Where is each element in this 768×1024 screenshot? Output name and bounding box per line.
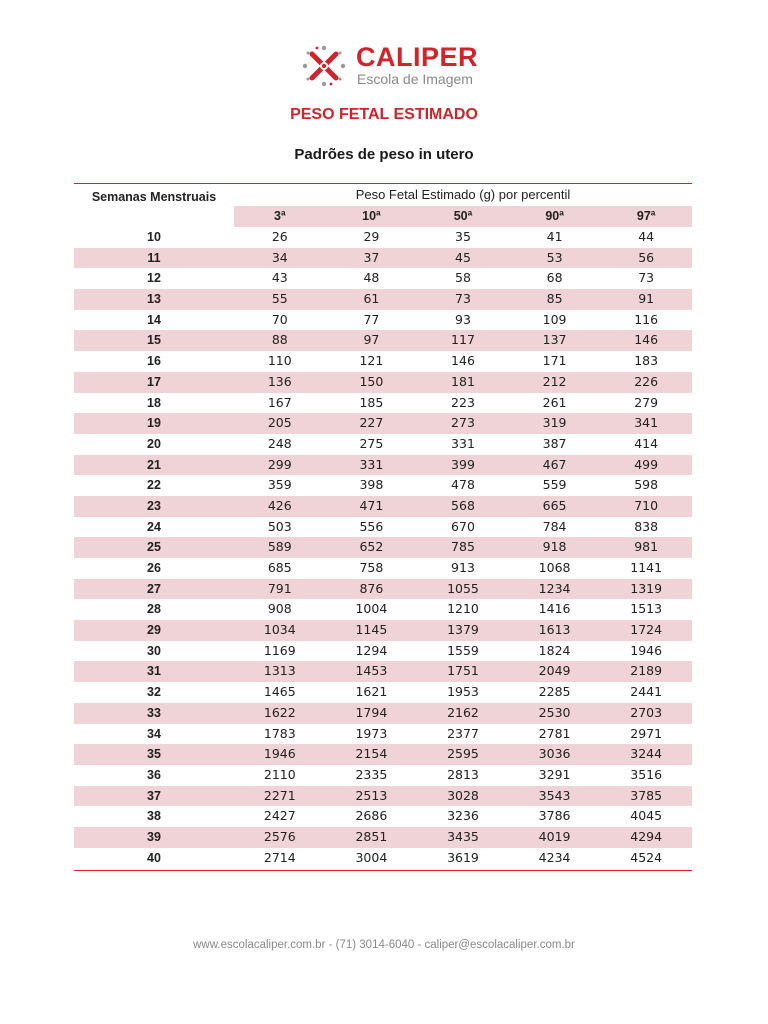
weight-cell: 785 — [451, 539, 475, 555]
table-row — [74, 289, 692, 310]
table-row — [74, 372, 692, 393]
percentile-header: 90ª — [545, 209, 564, 223]
percentile-header: 50ª — [453, 209, 473, 223]
weight-cell: 1453 — [355, 663, 388, 679]
weight-values — [234, 227, 692, 248]
table-row — [74, 517, 692, 538]
weight-cell: 2781 — [538, 725, 571, 741]
weight-cell: 1141 — [630, 560, 663, 575]
weight-cell: 2971 — [630, 725, 663, 741]
weight-cell: 58 — [455, 270, 471, 286]
week-cell: 15 — [147, 333, 161, 348]
weight-cell: 1465 — [263, 684, 296, 700]
table-row — [74, 786, 692, 807]
weight-cell: 331 — [451, 435, 475, 451]
table-row — [74, 248, 692, 269]
weight-values — [234, 765, 692, 786]
week-cell: 34 — [147, 726, 161, 741]
weight-values — [234, 496, 692, 517]
weight-cell: 1824 — [538, 642, 571, 658]
weight-cell: 685 — [267, 560, 292, 575]
weight-cell: 212 — [542, 373, 567, 389]
week-cell: 31 — [147, 664, 161, 679]
week-cell: 26 — [147, 561, 161, 575]
weight-cell: 1319 — [630, 580, 663, 596]
weight-cell: 68 — [546, 270, 563, 286]
weight-cell: 3036 — [538, 746, 571, 762]
week-cell: 40 — [147, 850, 161, 865]
weight-cell: 3236 — [447, 808, 479, 824]
weight-cell: 2851 — [355, 828, 388, 844]
weight-values — [234, 310, 692, 331]
weight-cell: 387 — [542, 435, 567, 451]
weight-cell: 61 — [363, 291, 380, 307]
weight-cell: 2271 — [263, 787, 296, 803]
weight-cell: 838 — [634, 518, 659, 534]
weight-cell: 109 — [542, 311, 567, 327]
table-row — [74, 537, 692, 558]
weight-cell: 876 — [359, 580, 384, 596]
table-row — [74, 496, 692, 517]
week-cell: 39 — [147, 829, 161, 844]
table-row — [74, 330, 692, 351]
weight-cell: 2813 — [447, 766, 479, 782]
table-row — [74, 434, 692, 455]
weight-cell: 1783 — [263, 725, 296, 741]
weight-cell: 670 — [451, 518, 475, 534]
weight-cell: 1034 — [263, 622, 296, 638]
weight-cell: 150 — [359, 373, 384, 389]
weight-cell: 2686 — [355, 808, 388, 824]
weight-cell: 110 — [267, 353, 292, 369]
table-row — [74, 455, 692, 476]
weight-cell: 665 — [542, 497, 567, 513]
weight-cell: 2441 — [630, 684, 663, 700]
weight-cell: 3028 — [447, 787, 479, 803]
document-subtitle: Padrões de peso in utero — [294, 146, 474, 163]
weight-cell: 414 — [634, 435, 659, 451]
weight-cell: 2530 — [538, 704, 571, 720]
weight-cell: 56 — [638, 249, 655, 265]
caliper-logo-icon — [300, 44, 348, 88]
weight-cell: 117 — [451, 332, 475, 348]
weight-cell: 589 — [267, 539, 292, 555]
week-cell: 36 — [147, 767, 161, 782]
weight-cell: 2377 — [447, 725, 479, 741]
weight-cell: 3004 — [355, 849, 388, 865]
percentile-group-header: Peso Fetal Estimado (g) por percentil — [355, 187, 571, 202]
weight-cell: 279 — [634, 394, 659, 410]
weight-cell: 981 — [634, 539, 659, 555]
weight-cell: 918 — [542, 539, 567, 555]
table-row — [74, 351, 692, 372]
table-header — [74, 184, 692, 227]
weight-values — [234, 413, 692, 434]
weight-cell: 1313 — [263, 663, 296, 679]
week-cell: 38 — [147, 809, 161, 824]
weight-cell: 185 — [359, 394, 384, 410]
week-cell: 32 — [147, 685, 161, 700]
brand-logo — [300, 42, 480, 90]
weight-cell: 652 — [359, 539, 384, 555]
weight-cell: 181 — [451, 373, 475, 389]
weight-cell: 2335 — [355, 766, 388, 782]
weight-cell: 136 — [267, 373, 292, 389]
weight-cell: 299 — [267, 456, 292, 472]
weight-cell: 499 — [634, 456, 659, 472]
weight-cell: 91 — [638, 291, 655, 307]
weight-cell: 2110 — [263, 766, 296, 782]
weight-cell: 1973 — [355, 725, 388, 741]
weight-cell: 2189 — [630, 663, 663, 679]
weight-cell: 43 — [271, 270, 288, 286]
table-row — [74, 620, 692, 641]
weight-cell: 26 — [271, 229, 288, 244]
weight-values — [234, 682, 692, 703]
weight-cell: 467 — [542, 456, 567, 472]
table-row — [74, 703, 692, 724]
weight-cell: 559 — [542, 477, 567, 493]
weight-cell: 913 — [451, 560, 475, 575]
table-body — [74, 227, 692, 868]
weight-cell: 273 — [451, 415, 475, 431]
weight-cell: 4294 — [630, 828, 663, 844]
table-row — [74, 765, 692, 786]
week-cell: 20 — [147, 436, 161, 451]
weight-values — [234, 806, 692, 827]
weight-cell: 2162 — [447, 704, 479, 720]
weight-cell: 341 — [634, 415, 659, 431]
table-row — [74, 848, 692, 869]
weight-cell: 1751 — [447, 663, 479, 679]
week-cell: 30 — [147, 643, 161, 658]
weight-cell: 1622 — [263, 704, 296, 720]
week-cell: 29 — [147, 623, 161, 638]
weight-values — [234, 786, 692, 807]
weight-cell: 226 — [634, 373, 659, 389]
weight-cell: 2049 — [538, 663, 571, 679]
week-cell: 27 — [147, 581, 161, 596]
table-row — [74, 724, 692, 745]
weight-cell: 1379 — [447, 622, 479, 638]
weight-cell: 48 — [363, 270, 380, 286]
weight-values — [234, 289, 692, 310]
week-cell: 18 — [147, 395, 161, 410]
weight-values — [234, 248, 692, 269]
weight-cell: 29 — [363, 229, 380, 244]
weight-cell: 1513 — [630, 601, 663, 617]
week-cell: 23 — [147, 498, 161, 513]
week-cell: 25 — [147, 540, 161, 555]
weight-cell: 503 — [267, 518, 292, 534]
weight-values — [234, 434, 692, 455]
weight-cell: 227 — [359, 415, 384, 431]
percentile-header: 3ª — [274, 209, 286, 223]
weight-values — [234, 744, 692, 765]
weight-values — [234, 351, 692, 372]
weight-cell: 710 — [634, 497, 659, 513]
weight-cell: 45 — [455, 249, 471, 265]
table-row — [74, 413, 692, 434]
weight-cell: 1946 — [630, 642, 663, 658]
weight-cell: 137 — [542, 332, 567, 348]
brand-subtitle: Escola de Imagem — [357, 71, 473, 87]
weight-cell: 167 — [267, 394, 292, 410]
weight-cell: 1210 — [447, 601, 479, 617]
table-row — [74, 475, 692, 496]
weight-cell: 2714 — [263, 849, 296, 865]
weight-cell: 1416 — [538, 601, 571, 617]
weight-cell: 758 — [359, 560, 384, 575]
weight-values — [234, 330, 692, 351]
weight-cell: 1234 — [538, 580, 571, 596]
weight-cell: 4019 — [538, 828, 571, 844]
table-row — [74, 661, 692, 682]
weight-values — [234, 848, 692, 869]
weight-cell: 55 — [271, 291, 288, 307]
weight-cell: 88 — [271, 332, 288, 348]
weight-cell: 1145 — [355, 622, 388, 638]
weight-cell: 34 — [271, 249, 288, 265]
weight-cell: 146 — [451, 353, 475, 369]
weight-cell: 73 — [638, 270, 655, 286]
weight-cell: 319 — [542, 415, 567, 431]
weight-cell: 171 — [542, 353, 567, 369]
fetal-weight-table — [74, 183, 692, 871]
weight-values — [234, 455, 692, 476]
weight-cell: 116 — [634, 311, 659, 327]
table-row — [74, 393, 692, 414]
weight-values — [234, 372, 692, 393]
weight-cell: 1794 — [355, 704, 388, 720]
weight-cell: 53 — [546, 249, 563, 265]
table-row — [74, 744, 692, 765]
weight-cell: 70 — [271, 311, 288, 327]
table-row — [74, 682, 692, 703]
table-row — [74, 641, 692, 662]
weight-cell: 784 — [542, 518, 567, 534]
weight-cell: 908 — [267, 601, 292, 617]
weight-cell: 44 — [638, 229, 655, 244]
weight-cell: 3516 — [630, 766, 663, 782]
weight-cell: 2703 — [630, 704, 663, 720]
week-cell: 24 — [147, 519, 161, 534]
weight-cell: 261 — [542, 394, 567, 410]
weight-cell: 223 — [451, 394, 475, 410]
weight-values — [234, 703, 692, 724]
weight-cell: 73 — [455, 291, 471, 307]
weight-cell: 1055 — [447, 580, 479, 596]
weight-cell: 556 — [359, 518, 384, 534]
table-row — [74, 827, 692, 848]
weight-values — [234, 268, 692, 289]
document-title: PESO FETAL ESTIMADO — [290, 106, 478, 123]
table-row — [74, 268, 692, 289]
weight-cell: 41 — [546, 229, 563, 244]
weight-cell: 85 — [546, 291, 563, 307]
weight-cell: 37 — [363, 249, 380, 265]
weight-cell: 2595 — [447, 746, 479, 762]
week-cell: 17 — [147, 374, 161, 389]
weight-cell: 426 — [267, 497, 292, 513]
week-cell: 10 — [147, 230, 161, 244]
week-cell: 21 — [147, 457, 161, 472]
brand-name: CALIPER — [356, 42, 479, 72]
week-cell: 11 — [147, 250, 161, 265]
weight-values — [234, 620, 692, 641]
weight-cell: 1294 — [355, 642, 388, 658]
week-cell: 37 — [147, 788, 161, 803]
weight-cell: 3785 — [630, 787, 663, 803]
week-cell: 14 — [147, 312, 161, 327]
weight-values — [234, 579, 692, 600]
weight-cell: 3291 — [538, 766, 571, 782]
weight-cell: 3435 — [447, 828, 479, 844]
weight-cell: 93 — [455, 311, 471, 327]
weight-values — [234, 724, 692, 745]
weight-cell: 4234 — [538, 849, 571, 865]
weight-values — [234, 517, 692, 538]
weight-cell: 248 — [267, 435, 292, 451]
weight-cell: 791 — [267, 580, 292, 596]
weight-cell: 1724 — [630, 622, 663, 638]
table-row — [74, 579, 692, 600]
table-row — [74, 558, 692, 579]
weight-cell: 4045 — [630, 808, 663, 824]
weight-values — [234, 641, 692, 662]
week-cell: 28 — [147, 602, 161, 617]
weight-cell: 471 — [359, 497, 384, 513]
weight-cell: 3786 — [538, 808, 571, 824]
weight-cell: 121 — [359, 353, 384, 369]
weight-cell: 331 — [359, 456, 384, 472]
week-cell: 35 — [147, 747, 161, 762]
weeks-column-header: Semanas Menstruais — [91, 190, 217, 204]
weight-cell: 568 — [451, 497, 475, 513]
week-cell: 12 — [147, 271, 161, 286]
table-row — [74, 310, 692, 331]
week-cell: 22 — [147, 478, 161, 493]
weight-cell: 1169 — [263, 642, 296, 658]
percentile-header-row — [234, 206, 692, 227]
weight-cell: 3543 — [538, 787, 571, 803]
weight-cell: 399 — [451, 456, 475, 472]
weight-cell: 2285 — [538, 684, 571, 700]
weight-cell: 77 — [363, 311, 380, 327]
weight-cell: 359 — [267, 477, 292, 493]
weight-values — [234, 661, 692, 682]
weight-cell: 398 — [359, 477, 384, 493]
weight-cell: 598 — [634, 477, 659, 493]
weight-cell: 275 — [359, 435, 384, 451]
weight-cell: 183 — [634, 353, 659, 369]
weight-values — [234, 475, 692, 496]
weight-values — [234, 393, 692, 414]
table-row — [74, 227, 692, 248]
weight-cell: 2154 — [355, 746, 388, 762]
weight-cell: 35 — [455, 229, 471, 244]
weight-cell: 2576 — [263, 828, 296, 844]
table-row — [74, 599, 692, 620]
week-cell: 16 — [147, 354, 161, 369]
weight-cell: 1068 — [538, 560, 571, 575]
weight-cell: 1621 — [355, 684, 388, 700]
weight-values — [234, 827, 692, 848]
weight-cell: 3619 — [447, 849, 479, 865]
weight-cell: 2427 — [263, 808, 296, 824]
percentile-header: 97ª — [636, 209, 656, 223]
weight-cell: 1613 — [538, 622, 571, 638]
weight-cell: 2513 — [355, 787, 388, 803]
weight-values — [234, 537, 692, 558]
percentile-header: 10ª — [362, 209, 381, 223]
weight-cell: 3244 — [630, 746, 663, 762]
weight-values — [234, 599, 692, 620]
weight-cell: 97 — [363, 332, 380, 348]
week-cell: 19 — [147, 416, 161, 431]
table-bottom-rule — [74, 870, 692, 871]
weight-cell: 478 — [451, 477, 475, 493]
table-row — [74, 806, 692, 827]
weight-values — [234, 558, 692, 579]
weight-cell: 1946 — [263, 746, 296, 762]
week-cell: 13 — [147, 292, 161, 307]
weight-cell: 205 — [267, 415, 292, 431]
weight-cell: 1953 — [447, 684, 479, 700]
week-cell: 33 — [147, 705, 161, 720]
weight-cell: 1004 — [355, 601, 388, 617]
weight-cell: 1559 — [447, 642, 479, 658]
weight-cell: 146 — [634, 332, 659, 348]
footer-contact: www.escolacaliper.com.br - (71) 3014-6040 - caliper@escolacaliper.com.br — [193, 939, 575, 951]
weight-cell: 4524 — [630, 849, 663, 865]
